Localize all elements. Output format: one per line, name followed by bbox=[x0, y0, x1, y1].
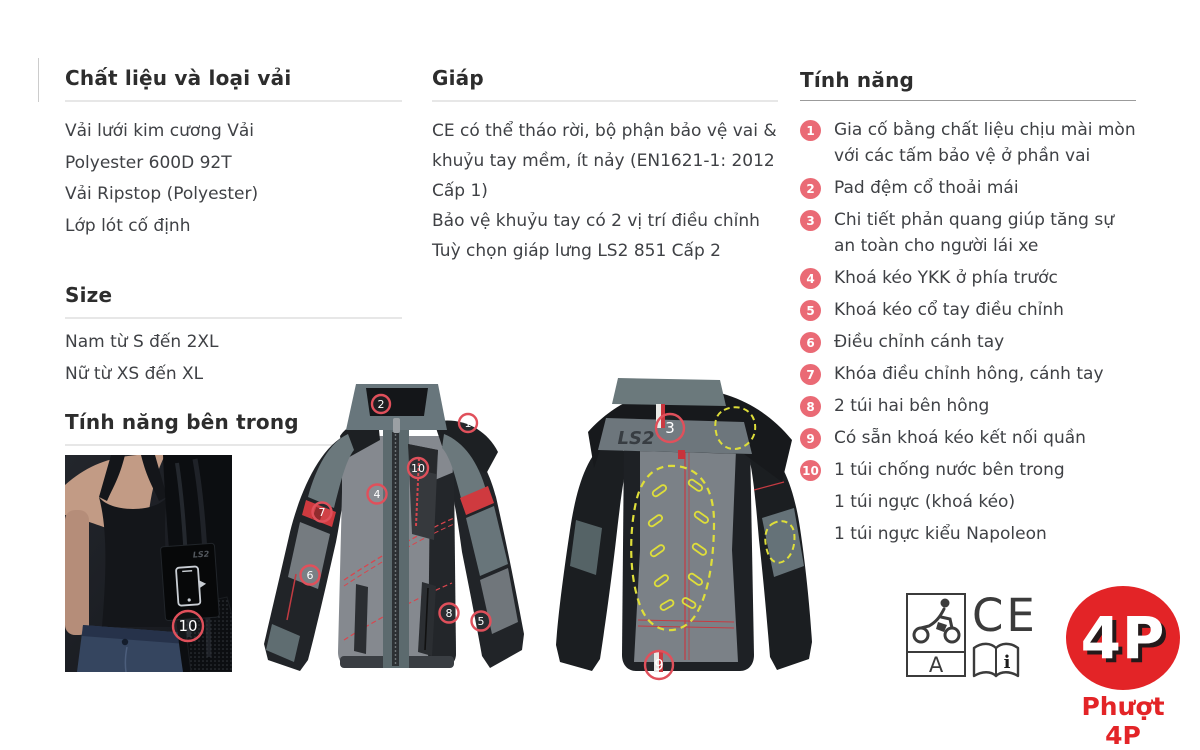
feature-text: 1 túi chống nước bên trong bbox=[834, 460, 1065, 480]
features-title: Tính năng bbox=[800, 68, 915, 92]
svg-text:6: 6 bbox=[306, 569, 314, 582]
svg-text:8: 8 bbox=[445, 607, 453, 620]
feature-item bbox=[800, 265, 1136, 291]
feature-number-badge: 1 bbox=[800, 120, 821, 141]
features-section bbox=[800, 68, 1136, 553]
logo-badge-text: 4P bbox=[1080, 604, 1166, 672]
materials-section bbox=[65, 66, 402, 242]
feature-item bbox=[800, 457, 1136, 483]
left-edge-tick bbox=[38, 58, 39, 102]
svg-text:i: i bbox=[1003, 652, 1011, 673]
feature-text: Khóa điều chỉnh hông, cánh tay bbox=[834, 364, 1104, 384]
armor-title: Giáp bbox=[432, 66, 484, 90]
inner-features-title: Tính năng bên trong bbox=[65, 410, 299, 434]
callout-inner-10 bbox=[173, 611, 203, 641]
svg-text:10: 10 bbox=[178, 617, 198, 635]
materials-title: Chất liệu và loại vải bbox=[65, 66, 292, 90]
feature-text: Khoá kéo YKK ở phía trước bbox=[834, 268, 1058, 288]
feature-item bbox=[800, 489, 1136, 515]
size-line: Nam từ S đến 2XL bbox=[65, 332, 219, 352]
armor-paragraph: Bảo vệ khuỷu tay có 2 vị trí điều chỉnh bbox=[432, 211, 760, 231]
ce-mark: CE bbox=[972, 589, 1038, 642]
svg-text:4: 4 bbox=[373, 488, 381, 501]
feature-item bbox=[800, 329, 1136, 355]
person-arm bbox=[65, 510, 89, 635]
jacket-front-illustration bbox=[240, 372, 560, 702]
red-hang-tab bbox=[678, 450, 685, 459]
motorcycle-rider-icon bbox=[908, 595, 964, 647]
hip-pocket-left bbox=[354, 584, 368, 654]
feature-item bbox=[800, 175, 1136, 201]
callout-front-4 bbox=[368, 485, 387, 504]
features-list bbox=[800, 117, 1136, 547]
feature-item bbox=[800, 521, 1136, 547]
svg-text:7: 7 bbox=[318, 506, 326, 519]
jacket-back-illustration bbox=[548, 370, 818, 700]
feature-item bbox=[800, 425, 1136, 451]
feature-number-badge: 9 bbox=[800, 428, 821, 449]
feature-number-badge: 6 bbox=[800, 332, 821, 353]
vehicle-class-box bbox=[906, 593, 966, 677]
callout-front-8 bbox=[440, 604, 459, 623]
feature-text: Gia cố bằng chất liệu chịu mài mòn với các tấm bảo vệ ở phần vai bbox=[834, 120, 1136, 166]
logo-red-circle bbox=[1066, 586, 1180, 690]
feature-number-badge: 8 bbox=[800, 396, 821, 417]
svg-text:10: 10 bbox=[411, 462, 425, 475]
callout-front-6 bbox=[301, 566, 320, 585]
feature-text: Điều chỉnh cánh tay bbox=[834, 332, 1005, 352]
callout-front-10 bbox=[408, 458, 428, 478]
feature-text: 1 túi ngực (khoá kéo) bbox=[834, 492, 1016, 512]
logo-caption: Phượt 4P bbox=[1081, 692, 1165, 750]
feature-text: Có sẵn khoá kéo kết nối quần bbox=[834, 428, 1086, 448]
manual-book-icon bbox=[970, 641, 1022, 683]
svg-text:9: 9 bbox=[654, 656, 664, 674]
feature-number-badge: 10 bbox=[800, 460, 821, 481]
feature-number-badge: 7 bbox=[800, 364, 821, 385]
inner-waterproof-pocket bbox=[160, 543, 219, 621]
material-line: Lớp lót cố định bbox=[65, 215, 191, 236]
feature-number-badge: 4 bbox=[800, 268, 821, 289]
pocket-brand-label: LS2 bbox=[192, 549, 210, 560]
feature-number-badge: 2 bbox=[800, 178, 821, 199]
brand-logo-text: LS2 bbox=[617, 428, 655, 449]
callout-front-7 bbox=[313, 503, 332, 522]
svg-text:5: 5 bbox=[477, 615, 485, 628]
armor-section bbox=[432, 66, 778, 266]
certification-block bbox=[900, 585, 1040, 695]
zipper-pull bbox=[393, 418, 400, 433]
back-center-panel bbox=[634, 450, 738, 662]
materials-rule bbox=[65, 100, 402, 102]
callout-front-1 bbox=[459, 414, 477, 432]
armor-paragraph: Tuỳ chọn giáp lưng LS2 851 Cấp 2 bbox=[432, 241, 721, 261]
feature-item bbox=[800, 393, 1136, 419]
svg-text:3: 3 bbox=[665, 419, 675, 437]
callout-front-5 bbox=[472, 612, 491, 631]
vehicle-class-label: A bbox=[928, 653, 944, 677]
back-collar bbox=[612, 378, 726, 406]
feature-number-badge: 5 bbox=[800, 300, 821, 321]
brand-logo bbox=[1066, 586, 1180, 750]
callout-back-3 bbox=[656, 414, 684, 442]
feature-number-badge: 3 bbox=[800, 210, 821, 231]
callout-back-9 bbox=[645, 651, 673, 679]
material-line: Polyester 600D 92T bbox=[65, 152, 232, 173]
feature-item bbox=[800, 361, 1136, 387]
size-line: Nữ từ XS đến XL bbox=[65, 363, 204, 384]
feature-text: Chi tiết phản quang giúp tăng sự an toàn cho người lái xe bbox=[834, 210, 1114, 256]
feature-text: 2 túi hai bên hông bbox=[834, 396, 990, 416]
feature-item bbox=[800, 117, 1136, 169]
svg-text:2: 2 bbox=[377, 398, 385, 411]
feature-item bbox=[800, 207, 1136, 259]
svg-text:1: 1 bbox=[464, 417, 472, 430]
box-divider bbox=[908, 651, 964, 677]
feature-text: 1 túi ngực kiểu Napoleon bbox=[834, 524, 1047, 544]
feature-text: Khoá kéo cổ tay điều chỉnh bbox=[834, 300, 1064, 320]
features-rule bbox=[800, 100, 1136, 101]
armor-paragraph: CE có thể tháo rời, bộ phận bảo vệ vai & khuỷu tay mềm, ít nảy (EN1621-1: 2012 Cấp 1) bbox=[432, 121, 777, 201]
callout-front-2 bbox=[372, 395, 390, 413]
feature-item bbox=[800, 297, 1136, 323]
material-line: Vải lưới kim cương Vải bbox=[65, 121, 254, 141]
size-rule bbox=[65, 317, 402, 319]
armor-rule bbox=[432, 100, 778, 102]
material-line: Vải Ripstop (Polyester) bbox=[65, 184, 259, 204]
inner-pocket-photo bbox=[65, 455, 232, 672]
size-title: Size bbox=[65, 283, 113, 307]
jeans-button bbox=[122, 639, 128, 645]
feature-text: Pad đệm cổ thoải mái bbox=[834, 178, 1019, 198]
